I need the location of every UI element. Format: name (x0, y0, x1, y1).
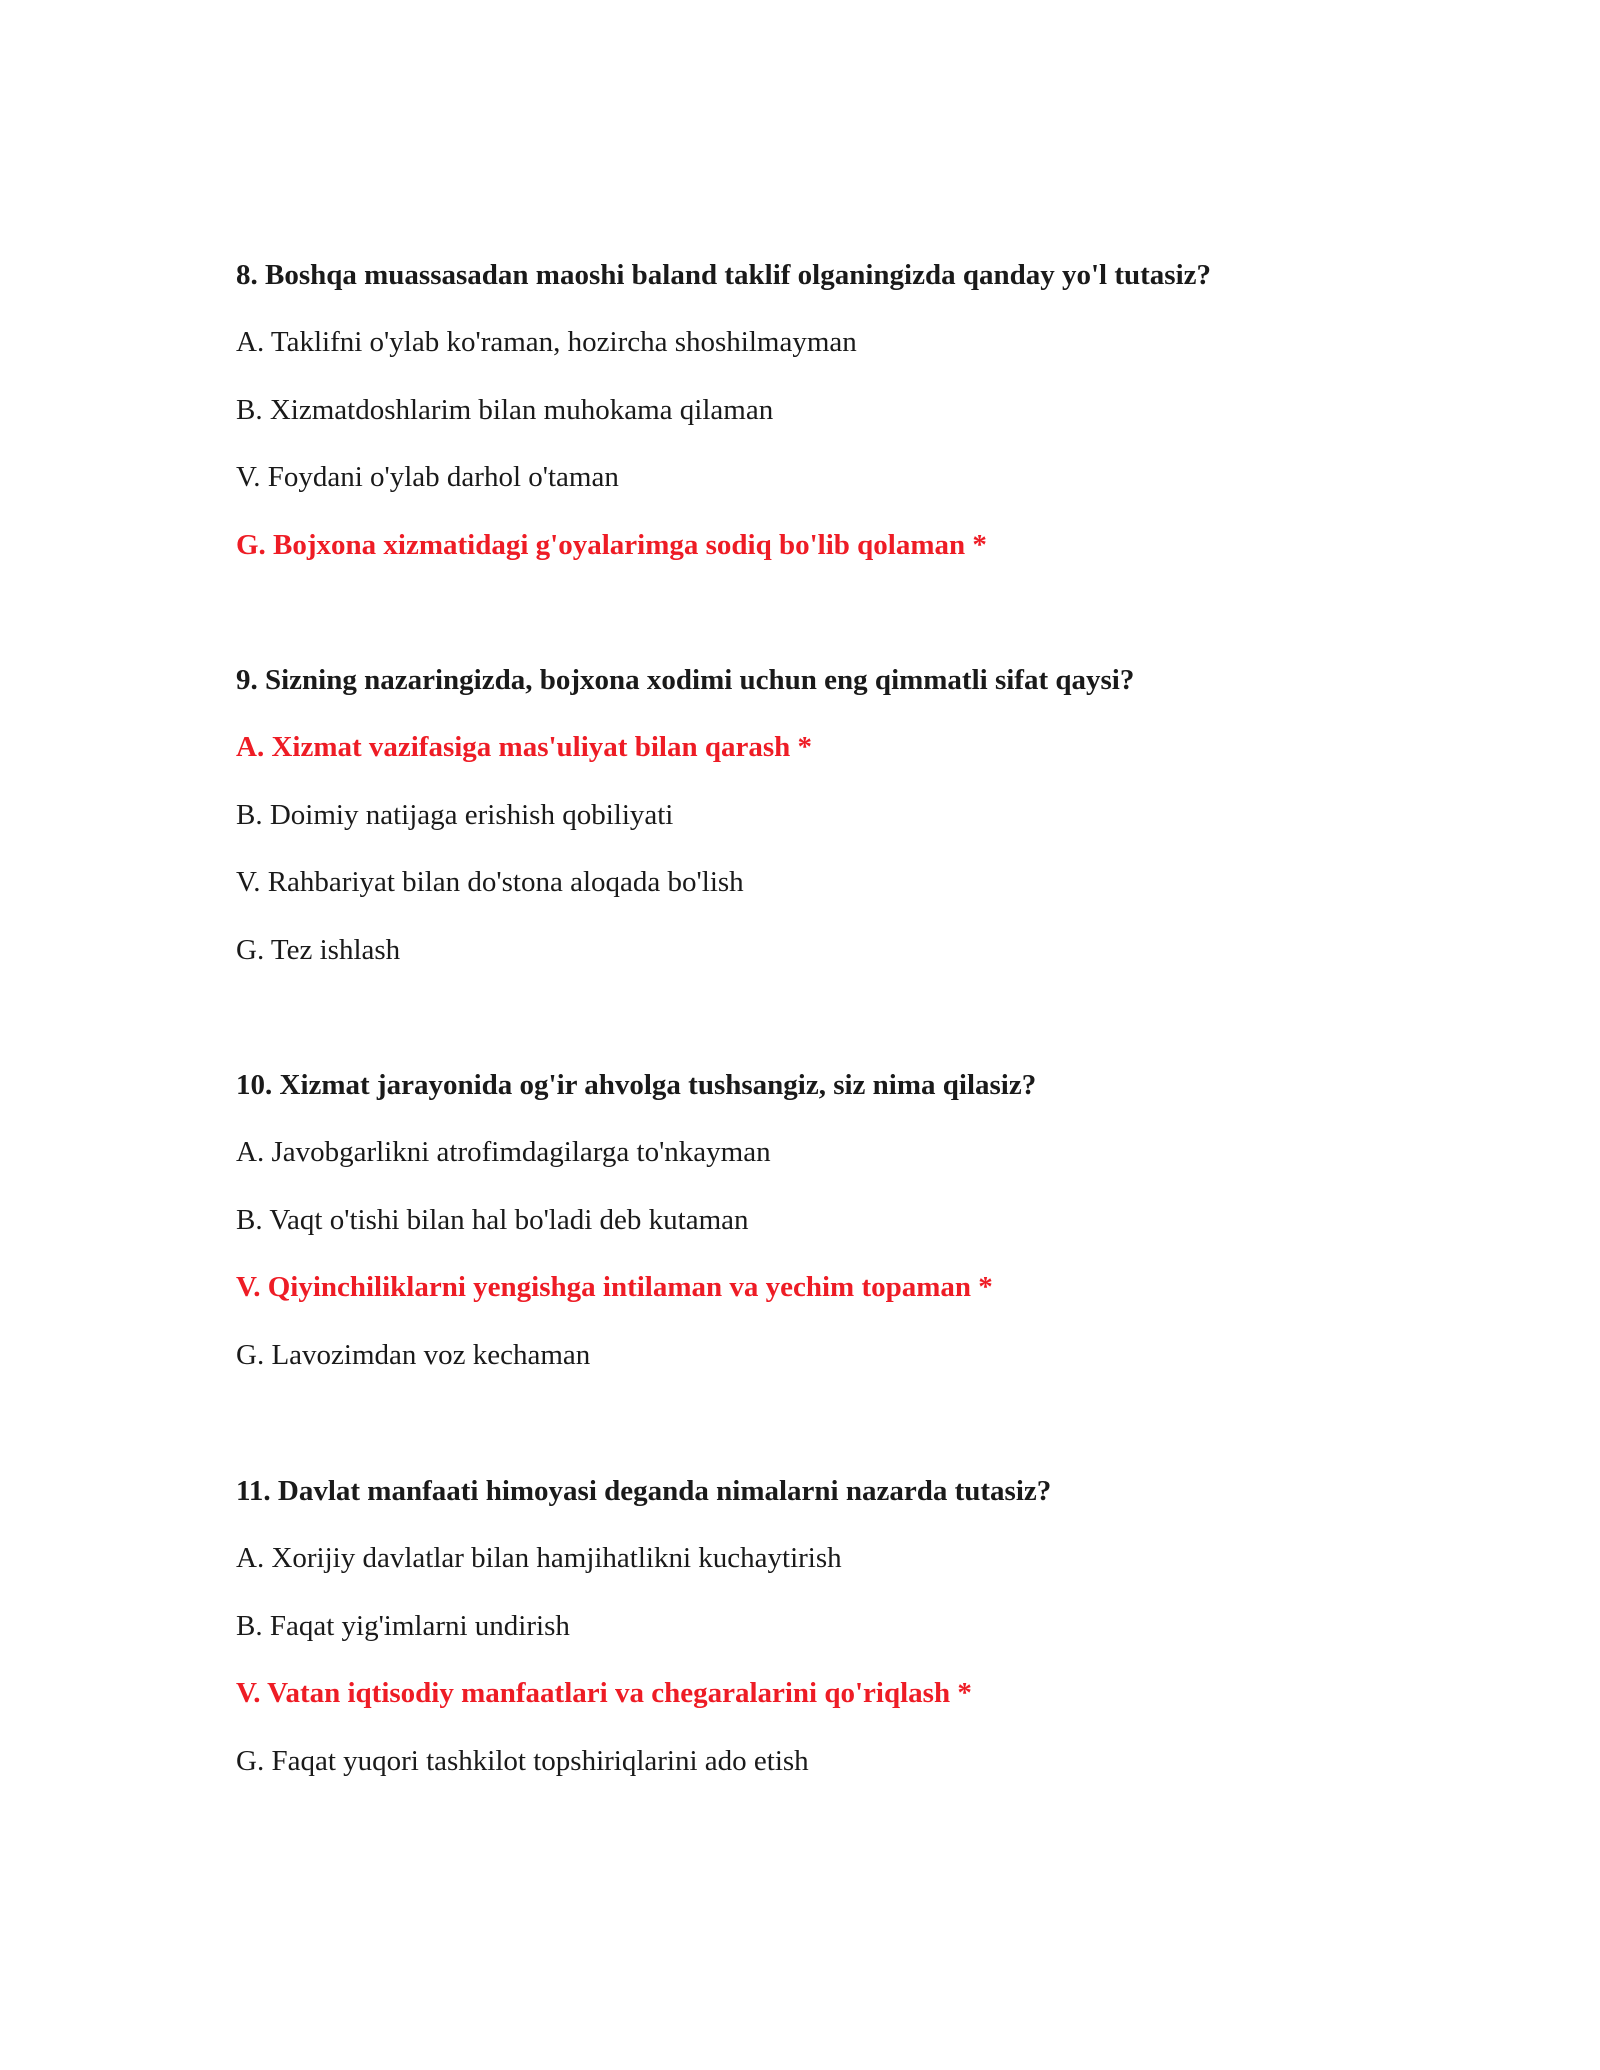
correct-answer-option-v: V. Vatan iqtisodiy manfaatlari va chegaralarini qo'riqlash * (236, 1677, 972, 1709)
answer-option-b: B. Xizmatdoshlarim bilan muhokama qilaman (236, 393, 774, 426)
question-block-10 (236, 1068, 1436, 1405)
question-block-11 (236, 1474, 1436, 1811)
correct-answer-option-g: G. Bojxona xizmatidagi g'oyalarimga sodiq bo'lib qolaman * (236, 528, 987, 561)
answer-option-a: A. Xorijiy davlatlar bilan hamjihatlikni kuchaytirish (236, 1542, 842, 1574)
correct-answer-option-v: V. Qiyinchiliklarni yengishga intilaman va yechim topaman * (236, 1271, 993, 1303)
answer-option-g: G. Lavozimdan voz kechaman (236, 1338, 591, 1371)
answer-option-g: G. Tez ishlash (236, 933, 401, 966)
question-block-9 (236, 663, 1436, 1000)
correct-answer-option-a: A. Xizmat vazifasiga mas'uliyat bilan qarash * (236, 731, 812, 763)
answer-option-g: G. Faqat yuqori tashkilot topshiriqlarini ado etish (236, 1744, 809, 1777)
question-text: 11. Davlat manfaati himoyasi deganda nimalarni nazarda tutasiz? (236, 1475, 1052, 1507)
answer-option-b: B. Doimiy natijaga erishish qobiliyati (236, 798, 674, 831)
answer-option-v: V. Foydani o'ylab darhol o'taman (236, 461, 619, 493)
answer-option-a: A. Taklifni o'ylab ko'raman, hozircha shoshilmayman (236, 326, 857, 358)
question-text: 9. Sizning nazaringizda, bojxona xodimi uchun eng qimmatli sifat qaysi? (236, 664, 1135, 696)
answer-option-b: B. Vaqt o'tishi bilan hal bo'ladi deb kutaman (236, 1203, 749, 1236)
answer-option-v: V. Rahbariyat bilan do'stona aloqada bo'lish (236, 866, 744, 898)
answer-option-b: B. Faqat yig'imlarni undirish (236, 1609, 570, 1642)
question-block-8 (236, 258, 1436, 595)
answer-option-a: A. Javobgarlikni atrofimdagilarga to'nkayman (236, 1136, 771, 1168)
question-text: 8. Boshqa muassasadan maoshi baland taklif olganingizda qanday yo'l tutasiz? (236, 259, 1211, 291)
question-text: 10. Xizmat jarayonida og'ir ahvolga tushsangiz, siz nima qilasiz? (236, 1069, 1037, 1101)
